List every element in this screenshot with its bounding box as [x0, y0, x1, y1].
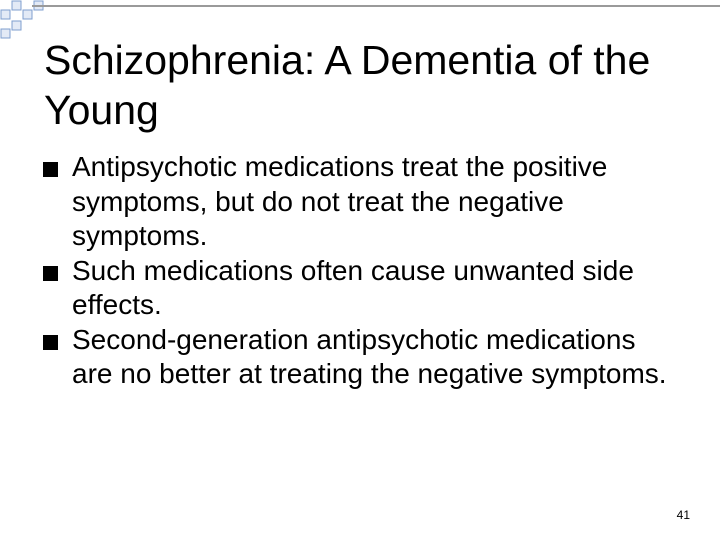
- deco-square: [23, 10, 32, 19]
- bullet-text: Second-generation antipsychotic medications are no better at treating the negative symptoms.: [72, 323, 667, 389]
- list-item: [40, 323, 680, 392]
- list-item: [40, 150, 680, 254]
- bullet-text: Antipsychotic medications treat the positive symptoms, but do not treat the negative symptoms.: [72, 151, 608, 251]
- page-number: 41: [676, 508, 690, 522]
- deco-square: [1, 29, 10, 38]
- deco-square: [1, 10, 10, 19]
- list-item: [40, 254, 680, 323]
- title-rule-line: [32, 5, 720, 7]
- slide-title: Schizophrenia: A Dementia of the Young: [44, 37, 651, 133]
- bullet-list: [40, 150, 680, 392]
- bullet-text: Such medications often cause unwanted side effects.: [72, 254, 634, 320]
- square-bullet-icon: [43, 335, 58, 350]
- square-bullet-icon: [43, 162, 58, 177]
- deco-square: [12, 21, 21, 30]
- square-bullet-icon: [43, 266, 58, 281]
- deco-square: [12, 1, 21, 10]
